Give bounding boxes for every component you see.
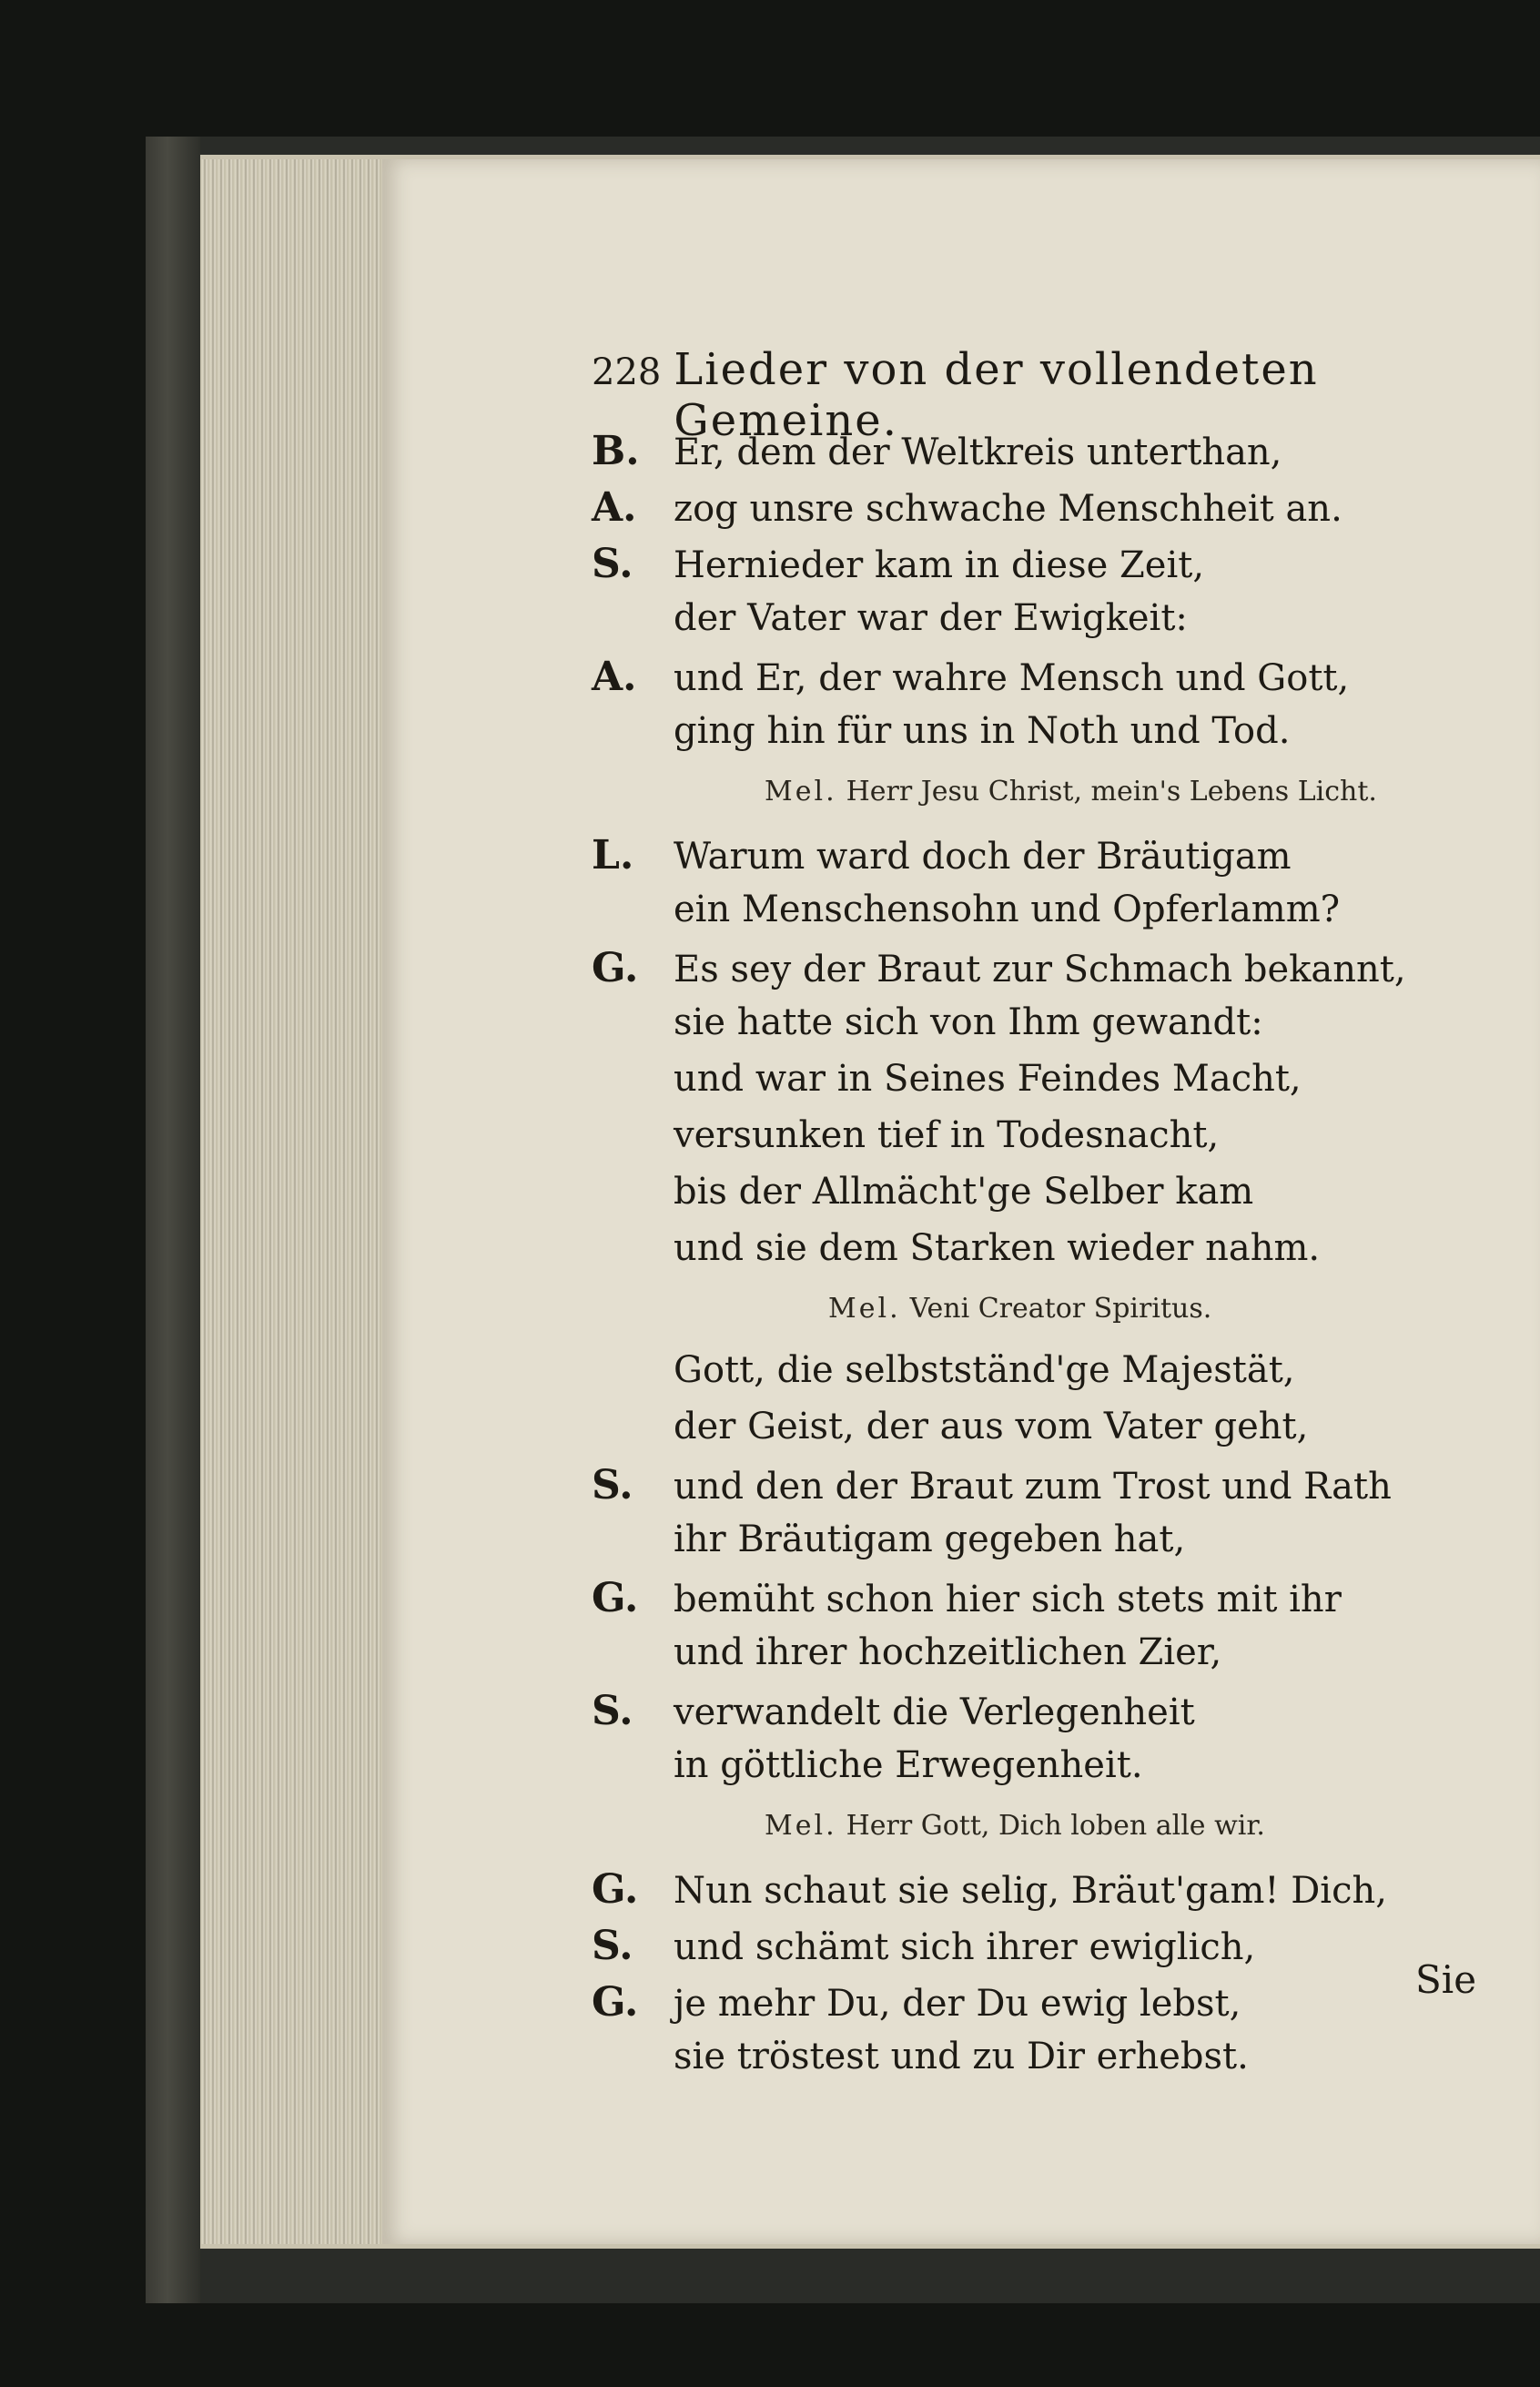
book-spine-edge [146,137,200,2303]
verse-line [592,1519,1185,1573]
verse-text: bemüht schon hier sich stets mit ihr [674,1579,1342,1620]
melody-label: Mel. [765,1810,837,1842]
verse-text: sie tröstest und zu Dir erhebst. [674,2036,1249,2077]
melody-indication [828,1293,1211,1338]
verse-line [592,1979,1241,2034]
verse-line [592,1575,1342,1630]
page-number: 228 [592,351,662,393]
verse-text: in göttliche Erwegenheit. [674,1744,1143,1786]
verse-text: und den der Braut zum Trost und Rath [674,1466,1392,1508]
verse-line [592,1227,1320,1282]
verse-line [592,889,1340,943]
verse-line [592,1171,1253,1225]
verse-line [592,484,1342,539]
verse-text: und ihrer hochzeitlichen Zier, [674,1631,1222,1673]
verse-text: und sie dem Starken wieder nahm. [674,1227,1321,1269]
verse-line [592,710,1290,765]
speaker-marker: L. [592,832,634,879]
verse-line [592,1688,1195,1742]
verse-text: Hernieder kam in diese Zeit, [674,544,1205,586]
melody-indication [765,1810,1265,1855]
verse-text: bis der Allmächt'ge Selber kam [674,1171,1254,1213]
verse-line [592,1001,1263,1056]
verse-text: sie hatte sich von Ihm gewandt: [674,1001,1263,1043]
speaker-marker: G. [592,1866,639,1913]
verse-line [592,1114,1219,1169]
verse-text: und Er, der wahre Mensch und Gott, [674,657,1350,699]
verse-text: ihr Bräutigam gegeben hat, [674,1519,1186,1560]
verse-line [592,654,1349,708]
verse-line [592,1058,1302,1112]
verse-line [592,1923,1255,1977]
verse-line [592,2036,1249,2090]
verse-line [592,597,1188,652]
speaker-marker: G. [592,1575,639,1621]
verse-text: verwandelt die Verlegenheit [674,1691,1195,1733]
speaker-marker: S. [592,1923,633,1969]
verse-line [592,1406,1308,1460]
verse-text: je mehr Du, der Du ewig lebst, [674,1983,1241,2025]
page-edges [200,159,382,2244]
verse-text: und war in Seines Feindes Macht, [674,1058,1302,1100]
verse-text: Er, dem der Weltkreis unterthan, [674,432,1282,473]
speaker-marker: G. [592,945,639,991]
verse-line [592,541,1204,595]
melody-indication [765,776,1377,821]
verse-text: versunken tief in Todesnacht, [674,1114,1220,1156]
verse-line [592,1349,1295,1404]
verse-line [592,1866,1387,1921]
melody-label: Mel. [828,1293,901,1325]
melody-label: Mel. [765,776,837,808]
verse-line [592,832,1292,887]
verse-text: Es sey der Braut zur Schmach bekannt, [674,949,1406,990]
verse-text: Warum ward doch der Bräutigam [674,836,1292,878]
speaker-marker: G. [592,1979,639,2026]
speaker-marker: B. [592,428,640,474]
verse-line [592,945,1406,1000]
verse-line [592,1744,1143,1799]
melody-title: Herr Jesu Christ, mein's Lebens Licht. [846,776,1377,808]
melody-title: Veni Creator Spiritus. [909,1293,1212,1325]
catchword: Sie [1415,1957,1477,2002]
speaker-marker: A. [592,654,637,700]
page-header [592,344,1502,446]
melody-title: Herr Gott, Dich loben alle wir. [846,1810,1265,1842]
verse-text: Nun schaut sie selig, Bräut'gam! Dich, [674,1870,1387,1912]
verse-text: der Geist, der aus vom Vater geht, [674,1406,1309,1447]
verse-text: ein Menschensohn und Opferlamm? [674,889,1341,930]
verse-text: Gott, die selbstständ'ge Majestät, [674,1349,1295,1391]
verse-line [592,428,1282,482]
speaker-marker: S. [592,541,633,587]
running-title: Lieder von der vollendeten Gemeine. [674,344,1319,446]
verse-line [592,1631,1221,1686]
verse-text: der Vater war der Ewigkeit: [674,597,1188,639]
verse-text: zog unsre schwache Menschheit an. [674,488,1342,530]
verse-text: ging hin für uns in Noth und Tod. [674,710,1291,752]
speaker-marker: S. [592,1688,633,1734]
speaker-marker: S. [592,1462,633,1508]
verse-text: und schämt sich ihrer ewiglich, [674,1926,1256,1968]
speaker-marker: A. [592,484,637,531]
verse-line [592,1462,1392,1517]
